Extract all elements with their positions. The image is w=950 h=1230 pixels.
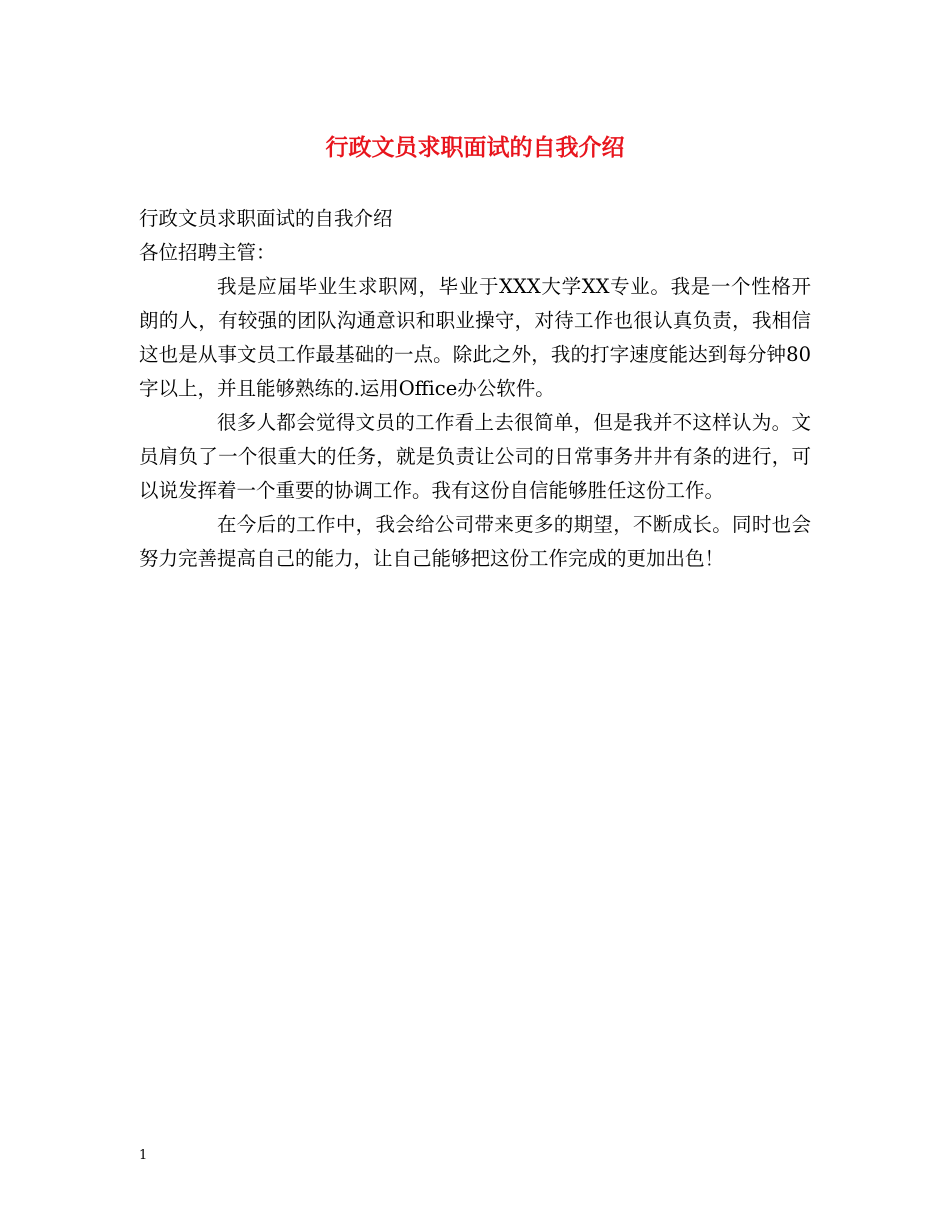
document-title: 行政文员求职面试的自我介绍 (325, 134, 625, 161)
salutation: 各位招聘主管： (139, 241, 276, 264)
document-body (139, 202, 811, 576)
paragraph-intro: 我是应届毕业生求职网，毕业于XXX大学XX专业。我是一个性格开朗的人，有较强的团队沟通意识和职业操守，对待工作也很认真负责，我相信这也是从事文员工作最基础的一点。除此之外，我的打字速度能达到每分钟80字以上，并且能够熟练的.运用Office办公软件。 (139, 275, 811, 400)
paragraph-role-view: 很多人都会觉得文员的工作看上去很简单，但是我并不这样认为。文员肩负了一个很重大的任务，就是负责让公司的日常事务井井有条的进行，可以说发挥着一个重要的协调工作。我有这份自信能够胜任这份工作。 (139, 411, 811, 502)
page-number: 1 (139, 1148, 148, 1163)
document-subtitle: 行政文员求职面试的自我介绍 (139, 207, 393, 230)
paragraph-closing: 在今后的工作中，我会给公司带来更多的期望，不断成长。同时也会努力完善提高自己的能力，让自己能够把这份工作完成的更加出色！ (139, 513, 811, 570)
